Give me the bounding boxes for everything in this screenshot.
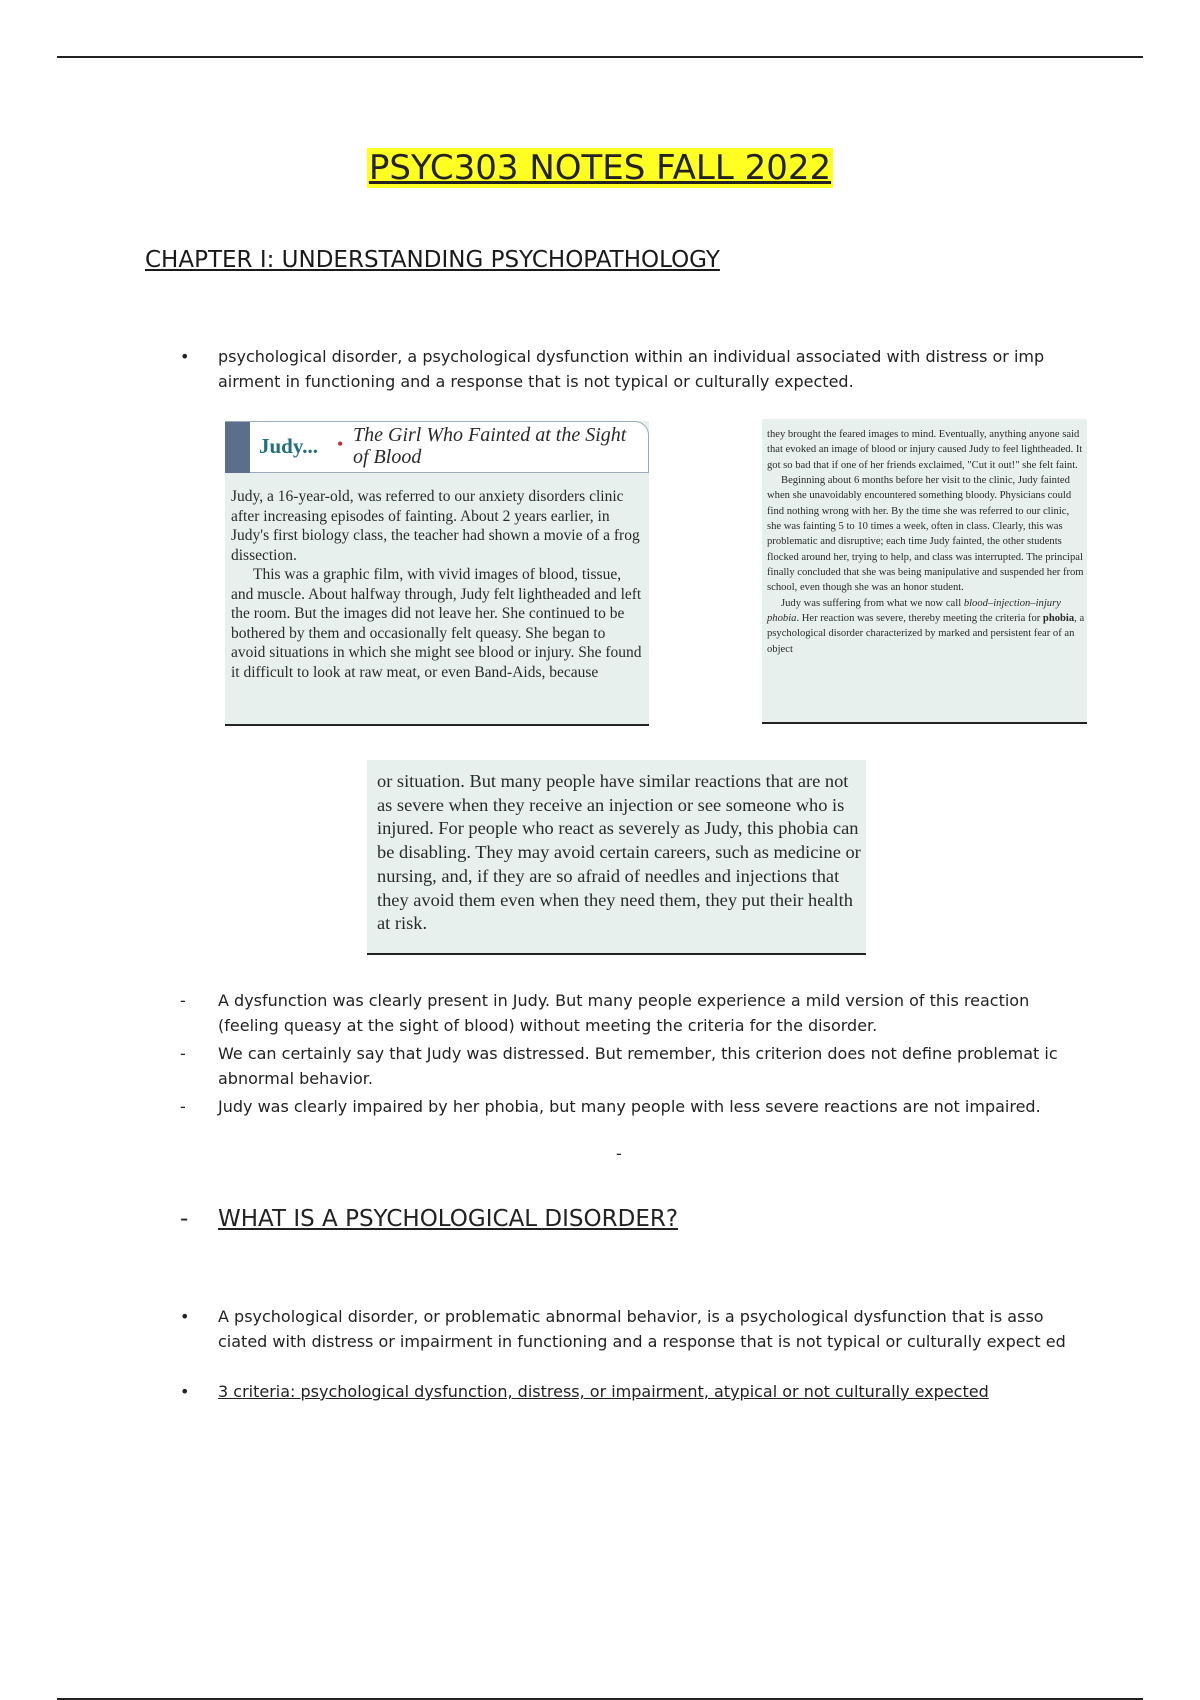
case-term-bold: phobia (1042, 613, 1075, 625)
bullet-marker: • (180, 347, 190, 366)
case-header (225, 421, 649, 473)
criteria-bullet (180, 1379, 1085, 1404)
intro-bullet (180, 344, 1085, 394)
definition-bullet-text: A psychological disorder, or problematic abnormal behavior, is a psychological dysfunction that is asso ciated with distress or impairment in functioning and a response that is not typical or culturally expect ed (218, 1307, 1066, 1351)
document-title-text: PSYC303 NOTES FALL 2022 (368, 148, 832, 188)
case-separator: • (337, 434, 344, 454)
stray-dash: - (616, 1144, 622, 1163)
case-term-italic: blood–injection–injury phobia (767, 597, 1061, 625)
definition-bullet (180, 1304, 1085, 1354)
case-body-right (767, 427, 1085, 657)
case-text: , a psychological disorder characterized by marked and persistent fear of an object (767, 613, 1085, 655)
case-paragraph: This was a graphic film, with vivid images of blood, tissue, and muscle. About halfway through, Judy felt lightheaded and left the room. But the images did not leave her. She continued to be bothered by them and occasionally felt queasy. She began to avoid situations in which she might see blood or injury. She found it difficult to look at raw meat, or even Band-Aids, because (231, 566, 642, 681)
case-text: Judy was suffering from what we now call (781, 597, 964, 609)
section-heading: WHAT IS A PSYCHOLOGICAL DISORDER? (218, 1206, 679, 1232)
list-item-text: We can certainly say that Judy was distressed. But remember, this criterion does not define problemat ic abnormal behavior. (218, 1044, 1058, 1088)
intro-bullet-text: psychological disorder, a psychological dysfunction within an individual associated with distress or imp airment in functioning and a response that is not typical or culturally expected. (218, 347, 1045, 391)
list-item-text: A dysfunction was clearly present in Judy. But many people experience a mild version of this reaction (feeling queasy at the sight of blood) without meeting the criteria for the disorder. (218, 991, 1030, 1035)
case-paragraph: Judy, a 16-year-old, was referred to our anxiety disorders clinic after increasing episodes of fainting. About 2 years earlier, in Judy's first biology class, the teacher had shown a movie of a frog dissection. (231, 488, 640, 564)
case-paragraph: they brought the feared images to mind. Eventually, anything anyone said that evoked an image of blood or injury caused Judy to feel lightheaded. It got so bad that if one of her friends exclaimed, "Cut it out!" she felt faint. (767, 429, 1083, 471)
case-text: . Her reaction was severe, thereby meeting the criteria for (796, 613, 1043, 625)
list-item-text: Judy was clearly impaired by her phobia, but many people with less severe reactions are not impaired. (218, 1097, 1041, 1116)
case-paragraph: Beginning about 6 months before her visit to the clinic, Judy fainted when she unavoidably encountered something bloody. Physicians could find nothing wrong with her. By the time she was referred to our clinic, she was fainting 5 to 10 times a week, often in class. Clearly, this was problematic and disruptive; each time Judy fainted, the other students flocked around her, trying to help, and class was interrupted. The principal finally concluded that she was being manipulative and suspended her from school, even though she was an honor student. (767, 475, 1084, 594)
dash-marker: - (180, 991, 186, 1010)
case-paragraph-last (767, 596, 1085, 657)
list-item (180, 1094, 1085, 1119)
top-rule (57, 56, 1143, 58)
bullet-marker: • (180, 1382, 190, 1401)
document-title (0, 146, 1200, 190)
dash-marker: - (180, 1206, 189, 1232)
dash-list (180, 988, 1085, 1122)
dash-marker: - (180, 1097, 186, 1116)
list-item (180, 988, 1085, 1038)
case-name: Judy... (259, 434, 318, 458)
chapter-heading: CHAPTER I: UNDERSTANDING PSYCHOPATHOLOGY (145, 247, 720, 273)
dash-marker: - (180, 1044, 186, 1063)
section-heading-row (180, 1206, 678, 1232)
case-subtitle: The Girl Who Fainted at the Sight of Blood (353, 424, 627, 468)
criteria-bullet-text: 3 criteria: psychological dysfunction, distress, or impairment, atypical or not culturally expected (218, 1382, 989, 1401)
list-item (180, 1041, 1085, 1091)
case-header-bar (225, 422, 250, 473)
case-body-left (231, 487, 643, 682)
textbook-case-image-right (762, 419, 1087, 724)
case-body-bottom: or situation. But many people have similar reactions that are not as severe when they receive an injection or see someone who is injured. For people who react as severely as Judy, this phobia can be disabling. They may avoid certain careers, such as medicine or nursing, and, if they are so afraid of needles and injections that they avoid them even when they need them, they put their health at risk. (377, 771, 861, 934)
bullet-marker: • (180, 1307, 190, 1326)
textbook-case-image-continued (367, 760, 866, 955)
textbook-case-image-left (225, 421, 649, 726)
